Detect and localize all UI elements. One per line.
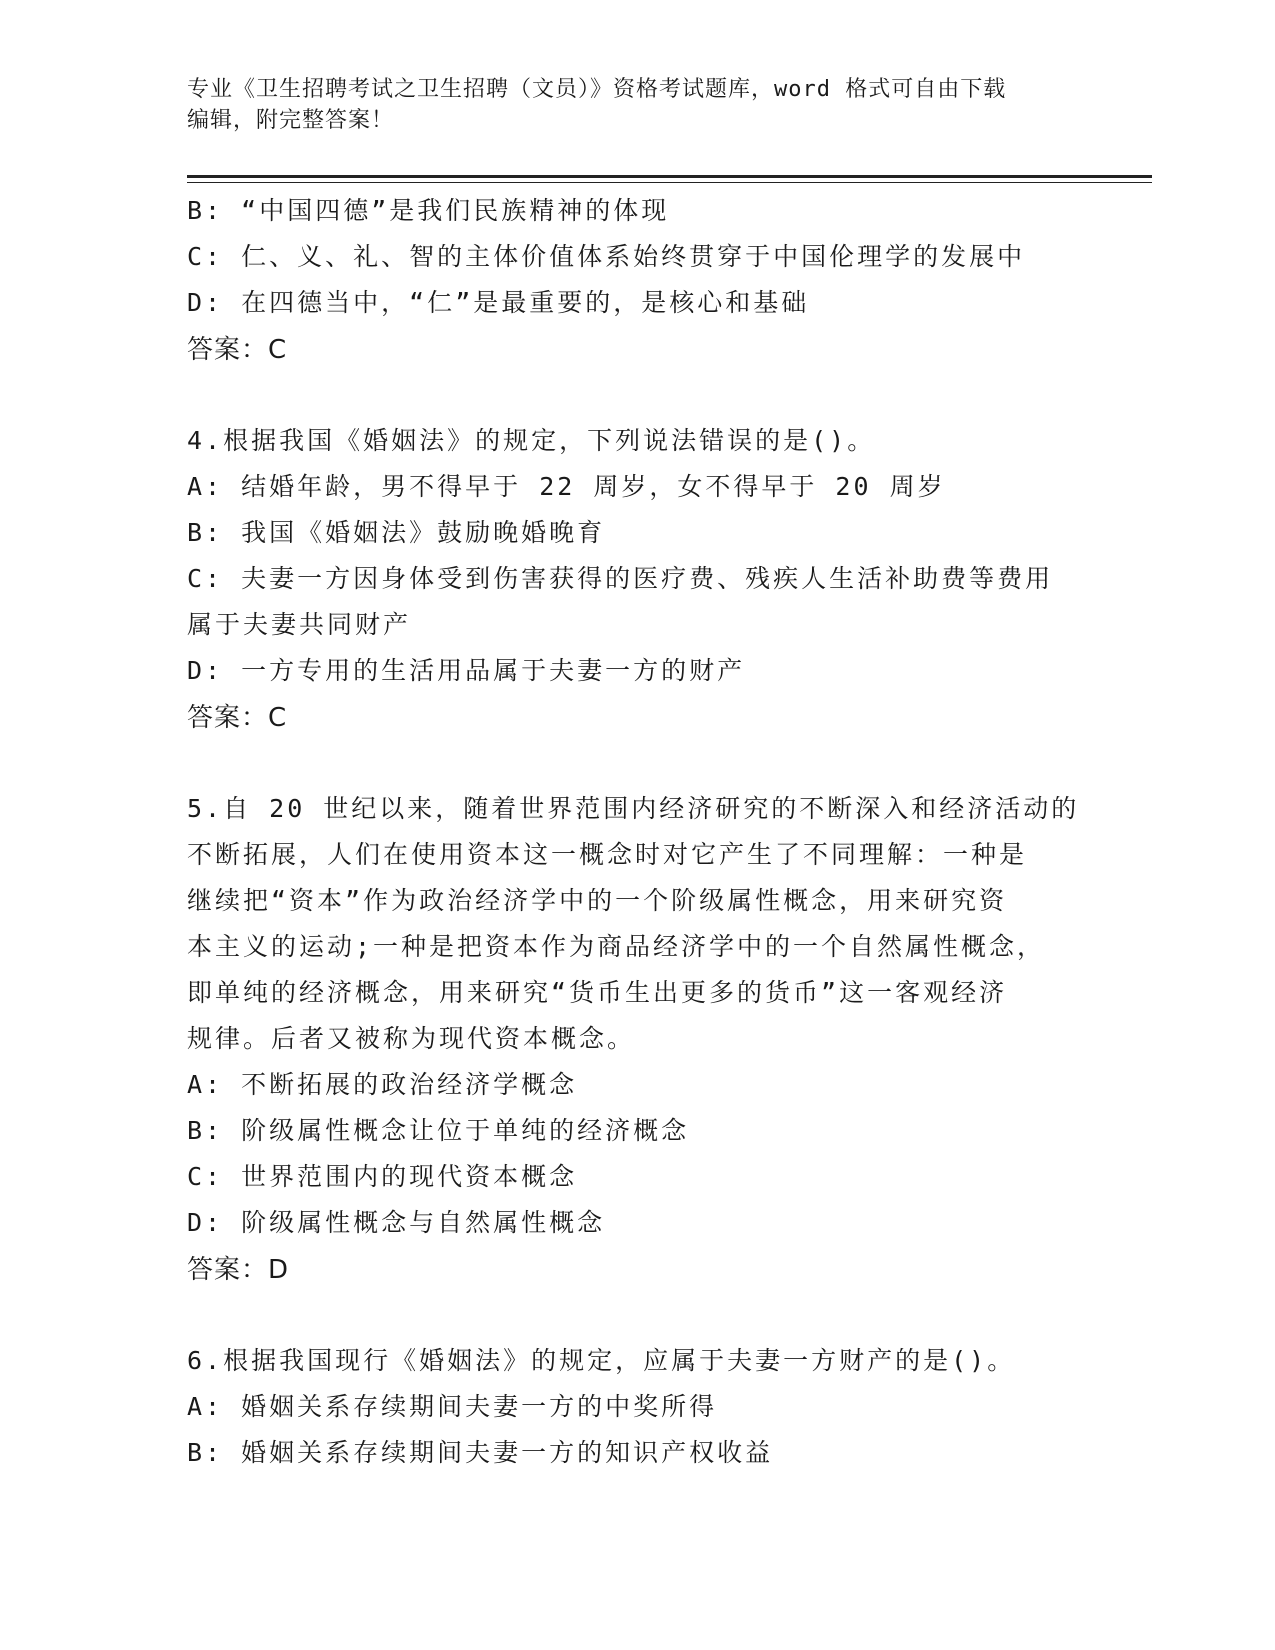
- spacer: [187, 1294, 1087, 1338]
- question-stem: 6.根据我国现行《婚姻法》的规定，应属于夫妻一方财产的是()。: [187, 1346, 1016, 1375]
- document-header: [187, 74, 1087, 136]
- option-c: C: 仁、义、礼、智的主体价值体系始终贯穿于中国伦理学的发展中: [187, 242, 1026, 271]
- option-c: C: 世界范围内的现代资本概念: [187, 1162, 578, 1191]
- question-stem: 5.自 20 世纪以来，随着世界范围内经济研究的不断深入和经济活动的: [187, 794, 1080, 823]
- option-b: B: 婚姻关系存续期间夫妻一方的知识产权收益: [187, 1438, 774, 1467]
- spacer: [187, 742, 1087, 786]
- question-stem-continued: 不断拓展，人们在使用资本这一概念时对它产生了不同理解：一种是: [187, 840, 1028, 869]
- option-b: B: 阶级属性概念让位于单纯的经济概念: [187, 1116, 690, 1145]
- question-3: [187, 188, 1087, 374]
- question-stem-continued: 继续把“资本”作为政治经济学中的一个阶级属性概念，用来研究资: [187, 886, 1008, 915]
- header-line-2: 编辑，附完整答案！: [187, 108, 395, 133]
- question-stem-continued: 即单纯的经济概念，用来研究“货币生出更多的货币”这一客观经济: [187, 978, 1008, 1007]
- question-6: [187, 1338, 1087, 1476]
- question-stem: 4.根据我国《婚姻法》的规定，下列说法错误的是()。: [187, 426, 876, 455]
- header-divider-thick: [187, 175, 1152, 178]
- spacer: [187, 374, 1087, 418]
- question-4: [187, 418, 1087, 742]
- option-c-continued: 属于夫妻共同财产: [187, 610, 412, 639]
- option-b: B: “中国四德”是我们民族精神的体现: [187, 196, 670, 225]
- question-stem-continued: 规律。后者又被称为现代资本概念。: [187, 1024, 636, 1053]
- question-stem-continued: 本主义的运动;一种是把资本作为商品经济学中的一个自然属性概念，: [187, 932, 1046, 961]
- option-d: D: 阶级属性概念与自然属性概念: [187, 1208, 606, 1237]
- option-a: A: 不断拓展的政治经济学概念: [187, 1070, 578, 1099]
- header-divider-thin: [187, 182, 1152, 183]
- header-line-1: 专业《卫生招聘考试之卫生招聘（文员）》资格考试题库，word 格式可自由下载: [187, 77, 1007, 102]
- option-a: A: 婚姻关系存续期间夫妻一方的中奖所得: [187, 1392, 718, 1421]
- answer-label: 答案：C: [187, 335, 288, 365]
- question-5: [187, 786, 1087, 1294]
- question-content: [187, 188, 1087, 1476]
- option-d: D: 在四德当中，“仁”是最重要的，是核心和基础: [187, 288, 810, 317]
- answer-label: 答案：C: [187, 703, 288, 733]
- option-b: B: 我国《婚姻法》鼓励晚婚晚育: [187, 518, 606, 547]
- option-d: D: 一方专用的生活用品属于夫妻一方的财产: [187, 656, 746, 685]
- answer-label: 答案：D: [187, 1255, 290, 1285]
- option-c: C: 夫妻一方因身体受到伤害获得的医疗费、残疾人生活补助费等费用: [187, 564, 1054, 593]
- option-a: A: 结婚年龄，男不得早于 22 周岁，女不得早于 20 周岁: [187, 472, 946, 501]
